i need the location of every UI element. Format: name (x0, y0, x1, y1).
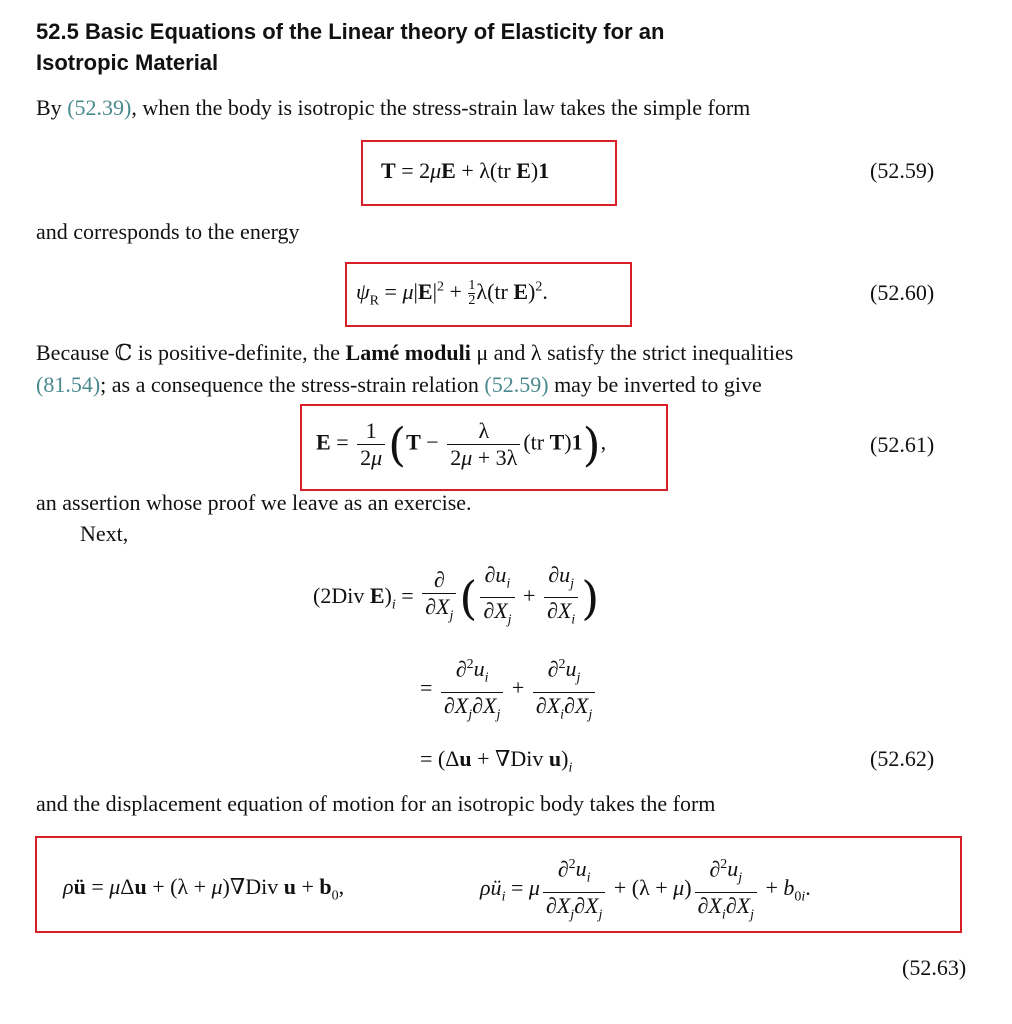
para1-text-b: , when the body is isotropic the stress-strain law takes the simple form (131, 95, 751, 120)
eq-ref-52-59[interactable]: (52.59) (484, 372, 549, 397)
equation-52-59: T = 2μE + λ(tr E)1 (381, 158, 550, 183)
paragraph-6: and the displacement equation of motion for an isotropic body takes the form (36, 791, 716, 816)
equation-number-62: (52.62) (870, 746, 935, 771)
p3-b: is positive-definite, the (132, 340, 346, 365)
equation-52-62-line2: = $\frac{\partial^2u_i}{\partial X_j\partial X_j}$ + $\frac{\partial^2u_j}{\partial X_i\partial X_j}$ (420, 652, 598, 728)
equation-number-61: (52.61) (870, 432, 935, 457)
section-title-line1: Basic Equations of the Linear theory of Elasticity for an (84, 19, 665, 44)
paragraph-5: Next, (80, 521, 129, 546)
paragraph-4: an assertion whose proof we leave as an exercise. (36, 490, 472, 515)
equation-52-63-vector: ρü = μΔu + (λ + μ)∇Div $u + b_0$, (63, 874, 345, 904)
equation-52-60: $\psi_R = \mu|E|^2$ + $\frac{1}{2}$ λ(tr E)$^2$. (356, 278, 548, 309)
eq-ref-52-39[interactable]: (52.39) (67, 95, 132, 120)
equation-52-61: E = $\frac{1}{2\mu}$ (T − $\frac{\lambda}{2\mu + 3\lambda}$ (tr T)1), (316, 417, 607, 472)
lame-moduli-term: Lamé moduli (345, 340, 471, 365)
equation-number-60: (52.60) (870, 280, 935, 305)
equation-52-62-line3: = (Δu + ∇Div $u)_i$ (420, 746, 573, 776)
paragraph-3-line2 (36, 372, 762, 398)
section-heading-line2: Isotropic Material (36, 50, 219, 75)
paragraph-1 (36, 95, 750, 121)
p3-c: μ and λ satisfy the strict inequalities (470, 340, 794, 365)
p3-mid: ; as a consequence the stress-strain relation (100, 372, 485, 397)
p3-a: Because (36, 340, 115, 365)
equation-52-62-line1: (2Div $E)_i$ = $\frac{\partial}{\partial X_j}$ ( $\frac{\partial u_i}{\partial X_j}$ + $\frac{\partial u_j}{\partial X_i}$ ) (313, 562, 599, 634)
p3-C: ℂ (114, 340, 133, 365)
paragraph-3-line1 (36, 340, 793, 366)
equation-number-63: (52.63) (902, 955, 967, 980)
equation-52-63-component: $\rho ü_i = \mu$ $\frac{\partial^2u_i}{\partial X_j\partial X_j}$ + (λ + μ) $\frac{\partial^2u_j}{\partial X_i\partial X_j}$ + $b_{0i}$. (480, 852, 811, 928)
p3-end: may be inverted to give (548, 372, 762, 397)
section-heading (36, 17, 664, 47)
para1-text-a: By (36, 95, 68, 120)
section-number: 52.5 (36, 19, 79, 44)
equation-number-59: (52.59) (870, 158, 935, 183)
eq-ref-81-54[interactable]: (81.54) (36, 372, 101, 397)
paragraph-2: and corresponds to the energy (36, 219, 300, 244)
